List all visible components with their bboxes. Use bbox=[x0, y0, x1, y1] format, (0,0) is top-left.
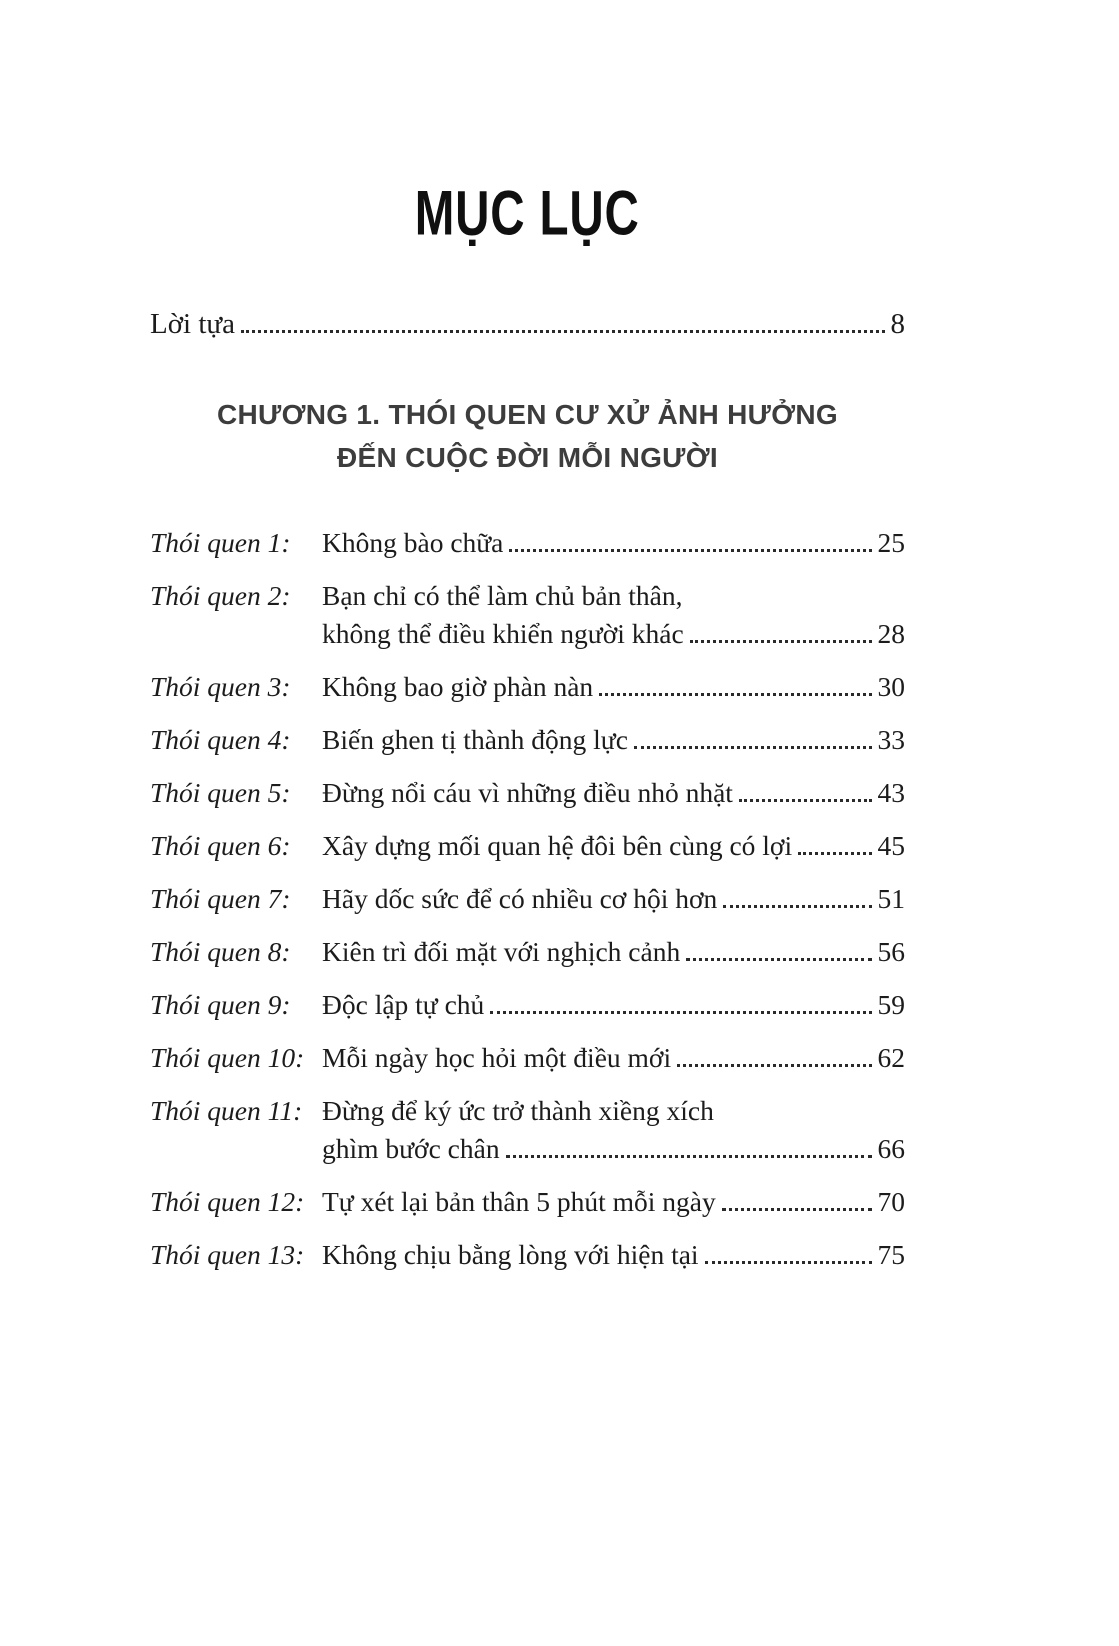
toc-entry bbox=[150, 668, 905, 706]
dot-leader bbox=[509, 549, 871, 552]
entry-label: Thói quen 5: bbox=[150, 776, 291, 808]
toc-entry bbox=[150, 827, 905, 865]
entry-title-line: Hãy dốc sức để có nhiều cơ hội hơn bbox=[322, 882, 718, 914]
entry-label: Thói quen 3: bbox=[150, 670, 291, 702]
entry-line bbox=[322, 668, 905, 706]
entry-line bbox=[322, 1183, 905, 1221]
entry-label: Thói quen 6: bbox=[150, 829, 291, 861]
entry-label: Thói quen 4: bbox=[150, 723, 291, 755]
entry-label: Thói quen 8: bbox=[150, 935, 291, 967]
entry-title-line: Không chịu bằng lòng với hiện tại bbox=[322, 1238, 699, 1270]
entry-page-number: 28 bbox=[877, 617, 905, 649]
entry-line bbox=[322, 933, 905, 971]
entry-label: Thói quen 7: bbox=[150, 882, 291, 914]
entry-title-line: không thể điều khiển người khác bbox=[322, 617, 684, 649]
toc-entry bbox=[150, 986, 905, 1024]
dot-leader bbox=[739, 799, 872, 802]
entry-title-line: Biến ghen tị thành động lực bbox=[322, 723, 628, 755]
entry-title-line: Kiên trì đối mặt với nghịch cảnh bbox=[322, 935, 681, 967]
entry-page-number: 75 bbox=[877, 1238, 905, 1270]
entry-body bbox=[322, 880, 905, 918]
entry-label: Thói quen 1: bbox=[150, 526, 291, 558]
entry-page-number: 56 bbox=[877, 935, 905, 967]
entry-body bbox=[322, 933, 905, 971]
dot-leader bbox=[506, 1155, 872, 1158]
entry-page-number: 30 bbox=[877, 670, 905, 702]
preface-page-number: 8 bbox=[890, 308, 905, 340]
toc-entry bbox=[150, 577, 905, 653]
entry-label: Thói quen 2: bbox=[150, 579, 291, 611]
dot-leader bbox=[599, 693, 871, 696]
entry-page-number: 43 bbox=[877, 776, 905, 808]
entry-line bbox=[322, 986, 905, 1024]
entry-line bbox=[322, 880, 905, 918]
entry-line bbox=[322, 827, 905, 865]
dot-leader bbox=[677, 1064, 871, 1067]
toc-entry bbox=[150, 774, 905, 812]
chapter-heading-line-2: ĐẾN CUỘC ĐỜI MỖI NGƯỜI bbox=[337, 442, 718, 474]
entry-body bbox=[322, 721, 905, 759]
toc-entry bbox=[150, 880, 905, 918]
entry-line bbox=[322, 774, 905, 812]
entry-page-number: 51 bbox=[877, 882, 905, 914]
entry-label: Thói quen 13: bbox=[150, 1238, 305, 1270]
entry-line bbox=[322, 1236, 905, 1274]
entry-page-number: 25 bbox=[877, 526, 905, 558]
toc-entry bbox=[150, 1039, 905, 1077]
preface-entry bbox=[150, 305, 905, 343]
dot-leader bbox=[705, 1261, 872, 1264]
toc-entries bbox=[150, 524, 905, 1274]
entry-label: Thói quen 9: bbox=[150, 988, 291, 1020]
entry-page-number: 66 bbox=[877, 1132, 905, 1164]
chapter-heading-line-1: CHƯƠNG 1. THÓI QUEN CƯ XỬ ẢNH HƯỞNG bbox=[217, 399, 838, 430]
entry-body bbox=[322, 774, 905, 812]
entry-title-line: Độc lập tự chủ bbox=[322, 988, 485, 1020]
dot-leader bbox=[723, 905, 871, 908]
dot-leader bbox=[722, 1208, 872, 1211]
entry-label: Thói quen 12: bbox=[150, 1185, 305, 1217]
dot-leader bbox=[490, 1011, 871, 1014]
entry-title-line: Không bao giờ phàn nàn bbox=[322, 670, 594, 702]
entry-page-number: 62 bbox=[877, 1041, 905, 1073]
entry-line bbox=[322, 577, 905, 615]
dot-leader bbox=[686, 958, 871, 961]
entry-page-number: 59 bbox=[877, 988, 905, 1020]
toc-entry bbox=[150, 1092, 905, 1168]
toc-entry bbox=[150, 1183, 905, 1221]
entry-body bbox=[322, 577, 905, 653]
entry-label: Thói quen 11: bbox=[150, 1094, 303, 1126]
dot-leader bbox=[241, 330, 884, 333]
entry-page-number: 70 bbox=[877, 1185, 905, 1217]
entry-line bbox=[322, 524, 905, 562]
toc-entry bbox=[150, 933, 905, 971]
entry-body bbox=[322, 1183, 905, 1221]
entry-body bbox=[322, 524, 905, 562]
entry-title-line: Mỗi ngày học hỏi một điều mới bbox=[322, 1041, 672, 1073]
toc-entry bbox=[150, 524, 905, 562]
entry-page-number: 33 bbox=[877, 723, 905, 755]
dot-leader bbox=[690, 640, 872, 643]
entry-line bbox=[322, 1092, 905, 1130]
dot-leader bbox=[634, 746, 872, 749]
entry-body bbox=[322, 986, 905, 1024]
entry-title-line: Bạn chỉ có thể làm chủ bản thân, bbox=[322, 579, 683, 611]
entry-title-line: Đừng để ký ức trở thành xiềng xích bbox=[322, 1094, 714, 1126]
entry-line bbox=[322, 721, 905, 759]
entry-title-line: Xây dựng mối quan hệ đôi bên cùng có lợi bbox=[322, 829, 793, 861]
chapter-heading bbox=[150, 393, 905, 480]
entry-page-number: 45 bbox=[877, 829, 905, 861]
entry-label: Thói quen 10: bbox=[150, 1041, 305, 1073]
entry-body bbox=[322, 827, 905, 865]
entry-title-line: Đừng nổi cáu vì những điều nhỏ nhặt bbox=[322, 776, 733, 808]
entry-title-line: Tự xét lại bản thân 5 phút mỗi ngày bbox=[322, 1185, 716, 1217]
dot-leader bbox=[798, 852, 871, 855]
page-title bbox=[150, 180, 905, 247]
entry-body bbox=[322, 668, 905, 706]
toc-entry bbox=[150, 1236, 905, 1274]
entry-line bbox=[322, 1130, 905, 1168]
page-title-text: MỤC LỤC bbox=[414, 178, 641, 249]
toc-entry bbox=[150, 721, 905, 759]
entry-line bbox=[322, 1039, 905, 1077]
entry-body bbox=[322, 1039, 905, 1077]
entry-line bbox=[322, 615, 905, 653]
entry-body bbox=[322, 1092, 905, 1168]
preface-label: Lời tựa bbox=[150, 308, 236, 340]
entry-body bbox=[322, 1236, 905, 1274]
entry-title-line: Không bào chữa bbox=[322, 526, 504, 558]
entry-title-line: ghìm bước chân bbox=[322, 1132, 500, 1164]
